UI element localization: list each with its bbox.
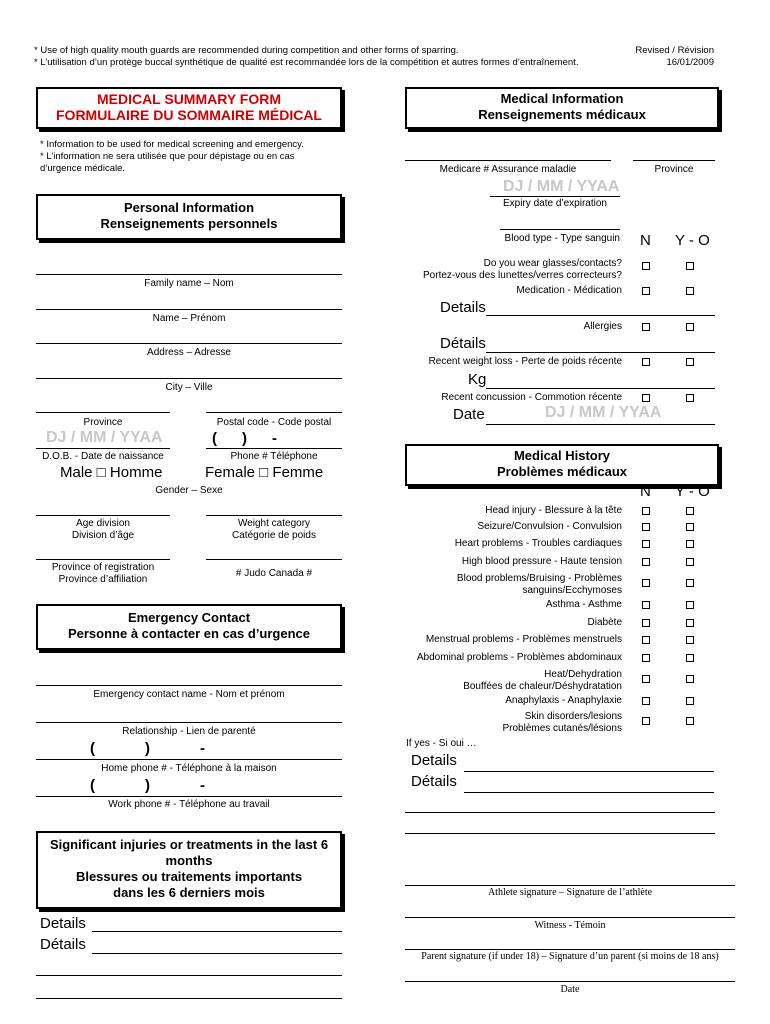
history-col-n: N: [640, 483, 651, 500]
dob-placeholder[interactable]: DJ / MM / YYAA: [46, 429, 163, 446]
history-line-3[interactable]: [405, 812, 715, 813]
medicare-province-field[interactable]: [633, 160, 715, 161]
expiry-placeholder[interactable]: DJ / MM / YYAA: [503, 178, 620, 195]
history-y-checkbox[interactable]: [686, 540, 694, 548]
history-n-checkbox[interactable]: [642, 636, 650, 644]
medical-info-heading-en: Medical Information: [500, 91, 624, 106]
intro-line-1: * Information to be used for medical screening and emergency.: [40, 139, 304, 150]
history-n-checkbox[interactable]: [642, 507, 650, 515]
athlete-signature-field[interactable]: [405, 885, 735, 886]
medicare-label: Medicare # Assurance maladie: [439, 164, 577, 175]
history-n-checkbox[interactable]: [642, 675, 650, 683]
province-registration-fr: Province d’affiliation: [58, 574, 148, 585]
age-division-field[interactable]: [36, 515, 170, 516]
history-item-label: [400, 505, 622, 517]
expiry-line: [490, 196, 620, 197]
glasses-question: [400, 258, 622, 282]
parent-signature-label: Parent signature (if under 18) – Signature d’un parent (si moins de 18 ans): [421, 951, 719, 962]
history-item-text: Heart problems - Troubles cardiaques: [454, 538, 622, 549]
injuries-details-line[interactable]: [92, 931, 342, 932]
date-label: Date: [560, 984, 580, 995]
history-item-label: [400, 538, 622, 550]
history-n-checkbox[interactable]: [642, 558, 650, 566]
phone-label: Phone # Téléphone: [230, 451, 318, 462]
concussion-y-checkbox[interactable]: [686, 394, 694, 402]
expiry-label: Expiry date d’expiration: [503, 198, 607, 209]
medical-history-heading-fr: Problèmes médicaux: [496, 464, 628, 479]
revision-info: [620, 45, 714, 69]
history-y-checkbox[interactable]: [686, 697, 694, 705]
relationship-label: Relationship - Lien de parenté: [122, 726, 256, 737]
weight-loss-label: Recent weight loss - Perte de poids récente: [428, 356, 622, 367]
history-details-fr-label: Détails: [411, 773, 457, 790]
history-item-text: Problèmes cutanés/lésions: [502, 723, 622, 734]
history-item-text: Anaphylaxis - Anaphylaxie: [505, 695, 622, 706]
medical-history-heading: [405, 444, 719, 486]
judo-canada-label: # Judo Canada #: [235, 568, 313, 579]
blood-type-field[interactable]: [500, 229, 620, 230]
city-field[interactable]: [36, 378, 342, 379]
work-phone-mask[interactable]: ( ) -: [90, 777, 206, 794]
revised-label: Revised / Révision: [635, 45, 714, 56]
medical-history-heading-en: Medical History: [513, 448, 611, 463]
history-n-checkbox[interactable]: [642, 697, 650, 705]
medication-details-line[interactable]: [486, 315, 715, 316]
history-item-label: [400, 573, 622, 597]
history-item-label: [400, 634, 622, 646]
history-item-text: Head injury - Blessure à la tête: [485, 505, 622, 516]
medicare-province-label: Province: [654, 164, 694, 175]
family-name-label: Family name – Nom: [144, 278, 234, 289]
history-item-text: Seizure/Convulsion - Convulsion: [477, 521, 622, 532]
gender-label: Gender – Sexe: [155, 485, 223, 496]
kg-label: Kg: [468, 371, 487, 388]
history-item-text: Menstrual problems - Problèmes menstruels: [425, 634, 622, 645]
history-item-text: High blood pressure - Haute tension: [461, 556, 622, 567]
personal-info-heading: [36, 194, 342, 240]
history-y-checkbox[interactable]: [686, 654, 694, 662]
medication-y-checkbox[interactable]: [686, 287, 694, 295]
injuries-line-4[interactable]: [36, 998, 342, 999]
injuries-heading-line-1: Significant injuries or treatments in the last 6: [49, 837, 329, 852]
weight-category-en: Weight category: [237, 518, 311, 529]
history-y-checkbox[interactable]: [686, 507, 694, 515]
history-item-text: Skin disorders/lesions: [524, 711, 622, 722]
history-item-text: Heat/Dehydration: [544, 669, 622, 680]
dob-label: D.O.B. - Date de naissance: [42, 451, 164, 462]
allergies-y-checkbox[interactable]: [686, 323, 694, 331]
history-y-checkbox[interactable]: [686, 636, 694, 644]
history-n-checkbox[interactable]: [642, 540, 650, 548]
emergency-heading-en: Emergency Contact: [127, 610, 251, 625]
if-yes-label: If yes - Si oui …: [406, 738, 477, 749]
province-label: Province: [83, 417, 123, 428]
weight-category-label: [206, 518, 342, 542]
date-field[interactable]: [405, 981, 735, 982]
province-registration-field[interactable]: [36, 559, 170, 560]
history-y-checkbox[interactable]: [686, 558, 694, 566]
province-registration-label: [36, 562, 170, 586]
history-item-label: [400, 669, 622, 693]
witness-field[interactable]: [405, 917, 735, 918]
form-title: [36, 87, 342, 129]
allergies-details-label: Détails: [440, 335, 486, 352]
history-details-label: Details: [411, 752, 457, 769]
weight-loss-y-checkbox[interactable]: [686, 358, 694, 366]
history-n-checkbox[interactable]: [642, 619, 650, 627]
medication-label: Medication - Médication: [516, 285, 622, 296]
family-name-field[interactable]: [36, 274, 342, 275]
concussion-date-line: [486, 424, 715, 425]
allergies-n-checkbox[interactable]: [642, 323, 650, 331]
history-details-fr-line[interactable]: [464, 792, 714, 793]
history-n-checkbox[interactable]: [642, 717, 650, 725]
glasses-question-en: Do you wear glasses/contacts?: [483, 258, 622, 269]
intro-line-2: * L’information ne sera utilisée que pour dépistage ou en cas: [40, 151, 295, 162]
address-field[interactable]: [36, 343, 342, 344]
glasses-n-checkbox[interactable]: [642, 262, 650, 270]
history-item-label: [400, 711, 622, 735]
injuries-details-fr-label: Détails: [40, 936, 86, 953]
emergency-name-field[interactable]: [36, 685, 342, 686]
history-y-checkbox[interactable]: [686, 601, 694, 609]
allergies-details-line[interactable]: [486, 352, 715, 353]
history-item-text: Bouffées de chaleur/Déshydratation: [463, 681, 622, 692]
revised-date: 16/01/2009: [666, 57, 714, 68]
athlete-signature-label: Athlete signature – Signature de l’athlète: [487, 887, 653, 898]
gender-female-option[interactable]: Female □ Femme: [205, 464, 324, 481]
home-phone-line: [36, 759, 342, 760]
med-info-col-yo: Y - O: [675, 232, 710, 249]
glasses-question-fr: Portez-vous des lunettes/verres correcteurs?: [423, 270, 622, 281]
address-label: Address – Adresse: [147, 347, 231, 358]
history-y-checkbox[interactable]: [686, 717, 694, 725]
concussion-date-label: Date: [453, 406, 485, 423]
history-n-checkbox[interactable]: [642, 601, 650, 609]
intro-note: [40, 139, 340, 175]
history-n-checkbox[interactable]: [642, 654, 650, 662]
mouthguard-note-en: * Use of high quality mouth guards are recommended during competition and other forms of sparring.: [34, 45, 459, 56]
postal-code-label: Postal code - Code postal: [216, 417, 332, 428]
med-info-col-n: N: [640, 232, 651, 249]
kg-line[interactable]: [486, 388, 715, 389]
history-item-label: [400, 617, 622, 629]
age-division-label: [36, 518, 170, 542]
injuries-line-3[interactable]: [36, 975, 342, 976]
history-y-checkbox[interactable]: [686, 523, 694, 531]
form-title-fr: FORMULAIRE DU SOMMAIRE MÉDICAL: [56, 107, 322, 123]
history-item-text: Abdominal problems - Problèmes abdominaux: [416, 652, 622, 663]
history-item-label: [400, 521, 622, 533]
history-item-label: [400, 599, 622, 611]
medication-details-label: Details: [440, 299, 486, 316]
province-field[interactable]: [36, 412, 170, 413]
weight-category-field[interactable]: [206, 515, 342, 516]
emergency-contact-heading: [36, 604, 342, 650]
city-label: City – Ville: [165, 382, 213, 393]
first-name-label: Name – Prénom: [152, 313, 226, 324]
age-division-en: Age division: [76, 518, 130, 529]
history-line-4[interactable]: [405, 833, 715, 834]
injuries-heading: [36, 831, 342, 909]
personal-heading-fr: Renseignements personnels: [100, 216, 278, 231]
allergies-label: Allergies: [583, 321, 622, 332]
medication-n-checkbox[interactable]: [642, 287, 650, 295]
dob-line: [36, 448, 170, 449]
emergency-name-label: Emergency contact name - Nom et prénom: [93, 689, 285, 700]
age-division-fr: Division d’âge: [71, 530, 135, 541]
emergency-heading-fr: Personne à contacter en cas d’urgence: [67, 626, 311, 641]
work-phone-line: [36, 796, 342, 797]
history-col-yo: Y - O: [675, 483, 710, 500]
home-phone-mask[interactable]: ( ) -: [90, 740, 206, 757]
postal-code-field[interactable]: [206, 412, 342, 413]
history-item-label: [400, 556, 622, 568]
history-item-text: Diabète: [587, 617, 622, 628]
gender-male-option[interactable]: Male □ Homme: [60, 464, 163, 481]
injuries-details-fr-line[interactable]: [92, 953, 342, 954]
history-item-text: Blood problems/Bruising - Problèmes: [456, 573, 622, 584]
work-phone-label: Work phone # - Téléphone au travail: [108, 799, 270, 810]
parent-signature-field[interactable]: [405, 949, 735, 950]
history-item-label: [400, 695, 622, 707]
province-registration-en: Province of registration: [51, 562, 155, 573]
injuries-heading-line-2: months: [165, 853, 213, 868]
first-name-field[interactable]: [36, 309, 342, 310]
history-n-checkbox[interactable]: [642, 579, 650, 587]
history-details-line[interactable]: [464, 771, 714, 772]
injuries-details-label: Details: [40, 915, 86, 932]
form-title-en: MEDICAL SUMMARY FORM: [96, 91, 282, 107]
weight-category-fr: Catégorie de poids: [232, 530, 316, 541]
home-phone-label: Home phone # - Téléphone à la maison: [101, 763, 277, 774]
phone-mask[interactable]: ( ) -: [212, 430, 277, 447]
concussion-date-placeholder[interactable]: DJ / MM / YYAA: [545, 404, 662, 421]
blood-type-label: Blood type - Type sanguin: [504, 233, 620, 244]
intro-line-3: d’urgence médicale.: [40, 163, 126, 174]
history-y-checkbox[interactable]: [686, 675, 694, 683]
concussion-label: Recent concussion - Commotion récente: [441, 392, 622, 403]
phone-line: [206, 448, 342, 449]
injuries-heading-line-3: Blessures ou traitements importants: [75, 869, 303, 884]
personal-heading-en: Personal Information: [123, 200, 255, 215]
mouthguard-note: [34, 45, 634, 69]
witness-label: Witness - Témoin: [534, 920, 606, 931]
concussion-n-checkbox[interactable]: [642, 394, 650, 402]
history-item-text: Asthma - Asthme: [545, 599, 622, 610]
history-item-label: [400, 652, 622, 664]
medical-info-heading: [405, 87, 719, 129]
injuries-heading-line-4: dans les 6 derniers mois: [113, 885, 265, 900]
weight-loss-n-checkbox[interactable]: [642, 358, 650, 366]
history-item-text: sanguins/Ecchymoses: [522, 585, 622, 596]
medical-info-heading-fr: Renseignements médicaux: [478, 107, 646, 122]
history-y-checkbox[interactable]: [686, 579, 694, 587]
relationship-field[interactable]: [36, 722, 342, 723]
glasses-y-checkbox[interactable]: [686, 262, 694, 270]
medicare-field[interactable]: [405, 160, 611, 161]
judo-canada-field[interactable]: [206, 559, 342, 560]
mouthguard-note-fr: * L’utilisation d’un protège buccal synthétique de qualité est recommandée lors de la compétition et autres formes d’entraînement.: [34, 57, 579, 68]
history-n-checkbox[interactable]: [642, 523, 650, 531]
history-y-checkbox[interactable]: [686, 619, 694, 627]
